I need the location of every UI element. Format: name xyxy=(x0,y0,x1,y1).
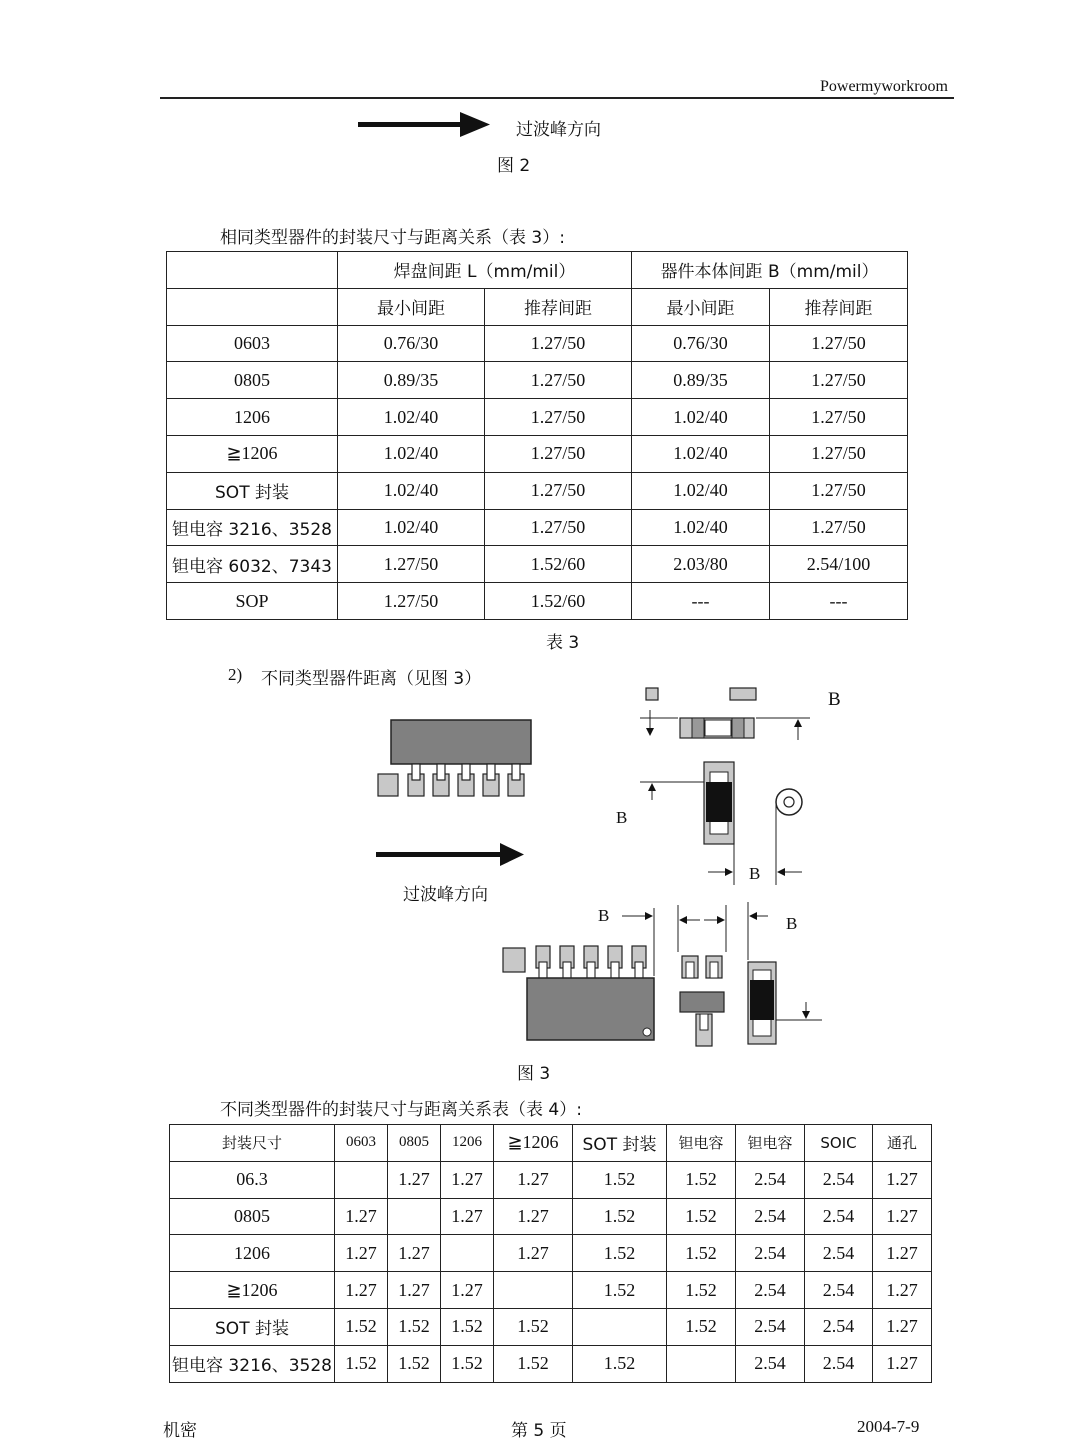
footer-left: 机密 xyxy=(163,1421,197,1441)
table-group-header: 器件本体间距 B（mm/mil） xyxy=(632,252,908,289)
table-cell: 0.89/35 xyxy=(632,362,770,399)
table-sub-header: 推荐间距 xyxy=(770,288,908,325)
sot-component-bottom xyxy=(678,905,726,1046)
table-corner-cell xyxy=(167,288,338,325)
fig3-direction-arrow-icon xyxy=(376,843,524,866)
table-cell: 1.27 xyxy=(494,1198,573,1235)
table-cell: 1.27/50 xyxy=(770,472,908,509)
table-cell: --- xyxy=(770,583,908,620)
fig2-caption: 图 2 xyxy=(497,156,531,176)
table-cell: 1.52 xyxy=(573,1345,667,1382)
table-cell xyxy=(441,1235,494,1272)
table-cell: 钽电容 3216、3528 xyxy=(170,1345,335,1382)
table-cell: 1.02/40 xyxy=(632,435,770,472)
table-cell xyxy=(388,1198,441,1235)
table-cell: 1.27 xyxy=(873,1198,932,1235)
table-cell: 1.27 xyxy=(388,1235,441,1272)
table-cell: 1.52 xyxy=(667,1235,736,1272)
table-cell: 1.52 xyxy=(494,1308,573,1345)
table-cell: 0603 xyxy=(167,325,338,362)
table-cell: 1.27/50 xyxy=(770,399,908,436)
table-cell: 1.52 xyxy=(667,1161,736,1198)
table-cell: 1.52 xyxy=(335,1308,388,1345)
table-cell: 2.54 xyxy=(805,1235,873,1272)
table-cell: 1.52 xyxy=(573,1198,667,1235)
table-cell: 1.02/40 xyxy=(632,472,770,509)
table-cell: 1.27/50 xyxy=(485,435,632,472)
fig3-label-b: B xyxy=(616,808,628,827)
table-row xyxy=(170,1308,932,1345)
table-cell: 1.27 xyxy=(441,1161,494,1198)
table-cell: 1206 xyxy=(170,1235,335,1272)
table-cell: 1.27/50 xyxy=(485,362,632,399)
wave-direction-arrow-icon xyxy=(358,112,493,138)
table-cell: 1.27/50 xyxy=(770,362,908,399)
table-cell: SOT 封装 xyxy=(167,472,338,509)
table-cell: 1.27 xyxy=(873,1235,932,1272)
table-cell: 1.52 xyxy=(441,1345,494,1382)
table-cell: 1.27/50 xyxy=(770,435,908,472)
table-cell: 2.54 xyxy=(805,1345,873,1382)
table-cell: 1.02/40 xyxy=(632,399,770,436)
table-cell: 1.27 xyxy=(494,1161,573,1198)
table-header-row xyxy=(167,252,908,289)
table-header-cell: 0805 xyxy=(388,1125,441,1162)
table-cell: 1.27 xyxy=(388,1161,441,1198)
fig3-label-b: B xyxy=(786,914,798,933)
table-cell: 钽电容 6032、7343 xyxy=(167,546,338,583)
footer-page-number: 第 5 页 xyxy=(511,1421,567,1441)
table-header-cell: ≧1206 xyxy=(494,1125,573,1162)
table-cell: 06.3 xyxy=(170,1161,335,1198)
table-cell: 1.52 xyxy=(494,1345,573,1382)
soic-component-bottom xyxy=(503,908,654,1040)
fig3-caption: 图 3 xyxy=(517,1064,551,1084)
table-cell: 2.54 xyxy=(736,1272,805,1309)
table-cell: 2.54 xyxy=(805,1161,873,1198)
table-cell: 2.54 xyxy=(805,1308,873,1345)
through-hole-component xyxy=(776,789,802,885)
table-cell: 1.27 xyxy=(873,1272,932,1309)
tantalum-chip-bottom xyxy=(748,902,822,1044)
header-rule xyxy=(160,97,954,99)
table-cell: 2.03/80 xyxy=(632,546,770,583)
table-cell: 1.52 xyxy=(388,1345,441,1382)
table-cell: 2.54/100 xyxy=(770,546,908,583)
table-cell: 2.54 xyxy=(736,1308,805,1345)
table-header-row xyxy=(170,1125,932,1162)
table-row xyxy=(170,1272,932,1309)
table-header-cell: SOT 封装 xyxy=(573,1125,667,1162)
fig3-label-b: B xyxy=(828,689,841,710)
table-cell: 1.27/50 xyxy=(485,509,632,546)
table-cell xyxy=(335,1161,388,1198)
table-cell: 1.27 xyxy=(388,1272,441,1309)
table3-title: 相同类型器件的封装尺寸与距离关系（表 3）: xyxy=(220,228,565,248)
table-cell: 1.52/60 xyxy=(485,583,632,620)
table-header-cell: 钽电容 xyxy=(667,1125,736,1162)
section2-number: 2) xyxy=(228,665,243,684)
table-group-header: 焊盘间距 L（mm/mil） xyxy=(338,252,632,289)
table-cell: 2.54 xyxy=(736,1198,805,1235)
table-cell: 1.52 xyxy=(335,1345,388,1382)
table-cell: 1.27/50 xyxy=(338,546,485,583)
table-row xyxy=(170,1161,932,1198)
table-cell: 1.27 xyxy=(335,1235,388,1272)
table-row xyxy=(167,435,908,472)
table-cell: 1.52 xyxy=(573,1272,667,1309)
table-cell: 1.27 xyxy=(441,1272,494,1309)
table-header-cell: 通孔 xyxy=(873,1125,932,1162)
table-row xyxy=(167,362,908,399)
table-subheader-row xyxy=(167,288,908,325)
fig2-arrow-label: 过波峰方向 xyxy=(516,120,601,140)
table-cell xyxy=(494,1272,573,1309)
table-cell: 1.52 xyxy=(667,1272,736,1309)
table-cell: 0.76/30 xyxy=(632,325,770,362)
table-row xyxy=(167,509,908,546)
table-cell: 1.27/50 xyxy=(770,325,908,362)
table-sub-header: 最小间距 xyxy=(338,288,485,325)
table-cell: 1.52 xyxy=(573,1161,667,1198)
table-cell: 1.02/40 xyxy=(338,435,485,472)
table-cell: 1.27/50 xyxy=(485,472,632,509)
fig3-label-b: B xyxy=(749,864,761,883)
table-header-cell: 0603 xyxy=(335,1125,388,1162)
header-brand: Powermyworkroom xyxy=(820,78,948,95)
table-cell: 1.27/50 xyxy=(485,399,632,436)
table-cell: SOT 封装 xyxy=(170,1308,335,1345)
table-row xyxy=(167,546,908,583)
table-cell: 1.52 xyxy=(667,1308,736,1345)
table-header-cell: 1206 xyxy=(441,1125,494,1162)
table4-title: 不同类型器件的封装尺寸与距离关系表（表 4）: xyxy=(220,1100,582,1120)
footer-date: 2004-7-9 xyxy=(857,1417,920,1436)
table-cell: 1.27 xyxy=(873,1345,932,1382)
table-cell: 1.27 xyxy=(873,1161,932,1198)
table-cell: 1.27 xyxy=(335,1272,388,1309)
table-sub-header: 推荐间距 xyxy=(485,288,632,325)
table-cell: 1.02/40 xyxy=(632,509,770,546)
table-cell: 1.52 xyxy=(441,1308,494,1345)
table-cell: 0805 xyxy=(170,1198,335,1235)
table-row xyxy=(167,472,908,509)
fig3-arrow-label: 过波峰方向 xyxy=(403,885,488,905)
table-cell: 1.27/50 xyxy=(770,509,908,546)
table-cell: SOP xyxy=(167,583,338,620)
fig3-label-b: B xyxy=(598,906,610,925)
table-cell: 1.52 xyxy=(388,1308,441,1345)
table-cell: 1.27/50 xyxy=(338,583,485,620)
table-cell: 2.54 xyxy=(805,1272,873,1309)
fig3-diagram xyxy=(360,680,860,1060)
table-header-cell: SOIC xyxy=(805,1125,873,1162)
table-cell: 0.89/35 xyxy=(338,362,485,399)
table-corner-cell xyxy=(167,252,338,289)
table-row xyxy=(170,1198,932,1235)
table-cell: 1.02/40 xyxy=(338,472,485,509)
sop-component-top xyxy=(378,720,531,796)
table-cell xyxy=(573,1308,667,1345)
table-cell: 2.54 xyxy=(736,1345,805,1382)
table-cell: 2.54 xyxy=(805,1198,873,1235)
table-header-cell: 钽电容 xyxy=(736,1125,805,1162)
table-cell: 2.54 xyxy=(736,1161,805,1198)
table-cell: 1.52 xyxy=(667,1198,736,1235)
table-row xyxy=(170,1345,932,1382)
chip-components-top-right xyxy=(640,688,810,740)
table-cell: 1.27 xyxy=(873,1308,932,1345)
section2-text: 不同类型器件距离（见图 3） xyxy=(261,669,482,689)
table-row xyxy=(167,325,908,362)
table-cell: ≧1206 xyxy=(170,1272,335,1309)
table-row xyxy=(170,1235,932,1272)
table-cell: 0805 xyxy=(167,362,338,399)
table-cell: 1.27 xyxy=(441,1198,494,1235)
tantalum-chip-vertical xyxy=(640,762,734,885)
table-cell: 2.54 xyxy=(736,1235,805,1272)
table-header-cell: 封装尺寸 xyxy=(170,1125,335,1162)
table-cell xyxy=(667,1345,736,1382)
table-cell: 1.02/40 xyxy=(338,509,485,546)
table-cell: 1206 xyxy=(167,399,338,436)
table4 xyxy=(169,1124,932,1383)
table-cell: ≧1206 xyxy=(167,435,338,472)
table-cell: 0.76/30 xyxy=(338,325,485,362)
table-cell: 1.27/50 xyxy=(485,325,632,362)
table-sub-header: 最小间距 xyxy=(632,288,770,325)
table3-caption: 表 3 xyxy=(546,633,580,653)
table-row xyxy=(167,399,908,436)
table-cell: --- xyxy=(632,583,770,620)
table-cell: 1.52 xyxy=(573,1235,667,1272)
table3 xyxy=(166,251,908,620)
table-cell: 钽电容 3216、3528 xyxy=(167,509,338,546)
table-cell: 1.27 xyxy=(335,1198,388,1235)
table-cell: 1.52/60 xyxy=(485,546,632,583)
table-cell: 1.02/40 xyxy=(338,399,485,436)
table-row xyxy=(167,583,908,620)
table-cell: 1.27 xyxy=(494,1235,573,1272)
